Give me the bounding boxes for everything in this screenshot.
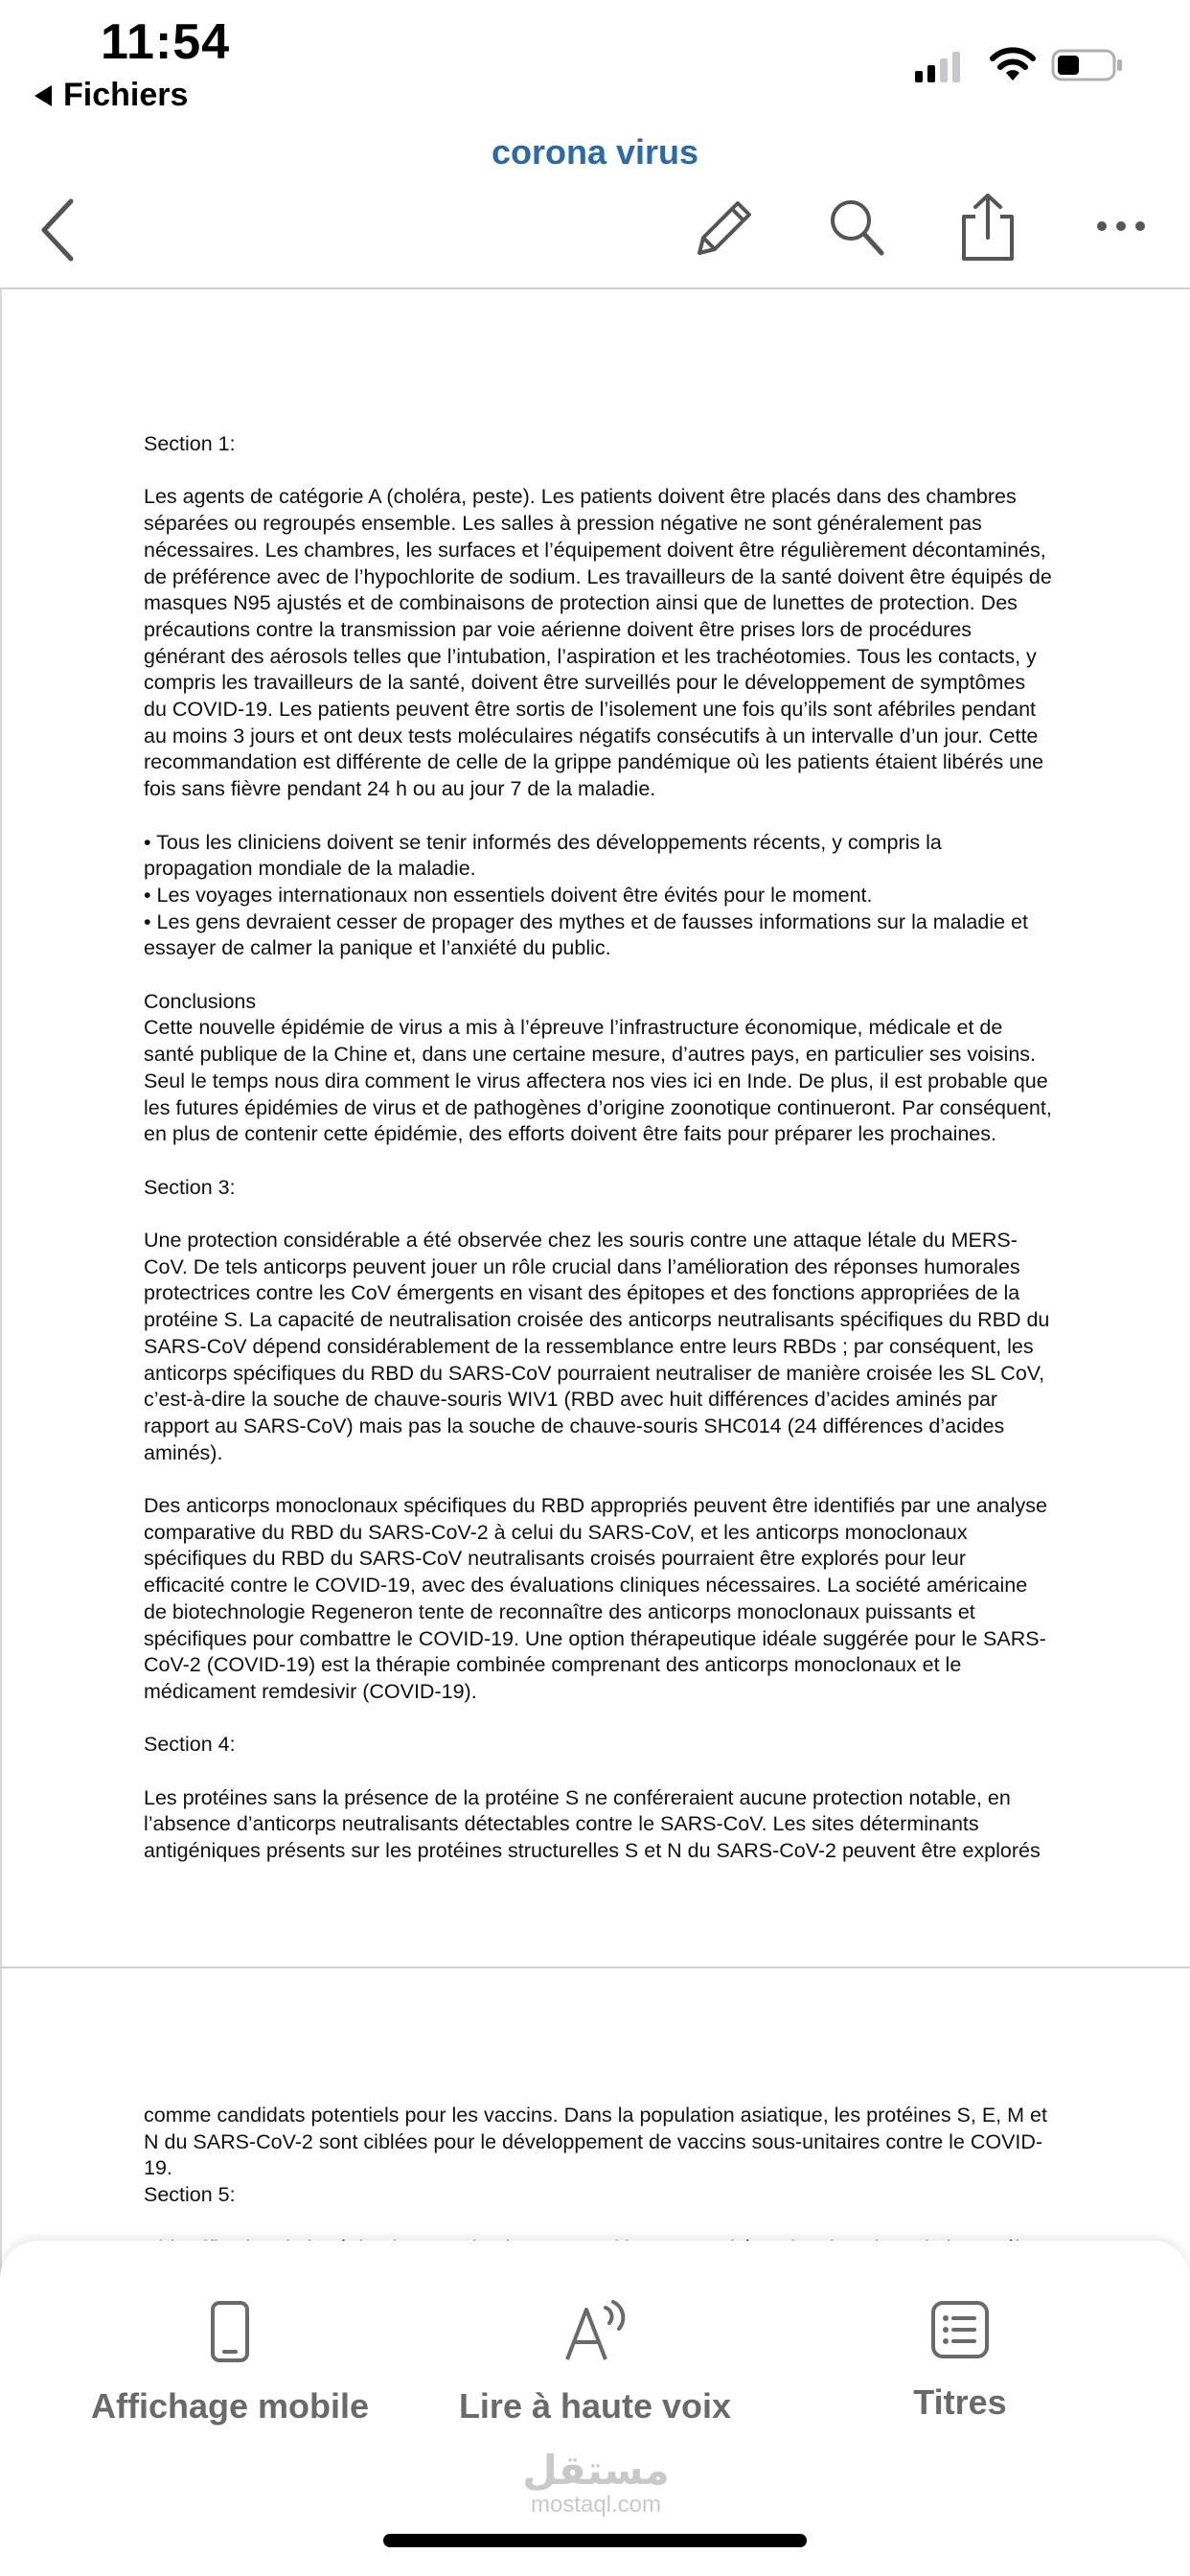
mobile-view-button[interactable] xyxy=(86,2300,374,2427)
read-aloud-icon xyxy=(561,2300,629,2363)
cellular-signal-icon xyxy=(915,50,960,82)
watermark xyxy=(500,2450,692,2518)
page-1-text xyxy=(144,431,1052,1865)
back-app-label: Fichiers xyxy=(63,77,189,113)
headings-label: Titres xyxy=(913,2382,1007,2422)
paragraph: Les protéines sans la présence de la protéine S ne conféreraient aucune protection notable, en l’absence d’anticorps neutralisants détectables contre le SARS-CoV. Les sites déterminants antigéniques présents sur les protéines structurelles S et N du SARS-CoV-2 peuvent être explorés xyxy=(144,1785,1041,1863)
bottom-sheet xyxy=(0,2241,1190,2576)
bullet-list: • Tous les cliniciens doivent se tenir informés des développements récents, y compris la propagation mondiale de la maladie. • Les voyages internationaux non essentiels doivent être évités pour le moment. • Les gens devraient cesser de propager des mythes et de fausses informations sur la maladie et essayer de calmer la panique et l’anxiété du public. xyxy=(144,830,1028,960)
search-icon[interactable] xyxy=(826,196,887,261)
read-aloud-label: Lire à haute voix xyxy=(458,2386,732,2426)
document-page-1 xyxy=(0,289,1190,1966)
watermark-latin: mostaql.com xyxy=(530,2492,662,2518)
wifi-icon xyxy=(987,42,1039,84)
mobile-view-label: Affichage mobile xyxy=(90,2386,370,2426)
status-bar xyxy=(0,0,1190,125)
home-indicator[interactable] xyxy=(383,2534,807,2547)
more-icon[interactable] xyxy=(1094,217,1148,236)
status-time: 11:54 xyxy=(101,14,231,70)
share-icon[interactable] xyxy=(956,192,1019,264)
back-triangle-icon xyxy=(34,85,52,106)
paragraph: Les agents de catégorie A (choléra, peste). Les patients doivent être placés dans des chambres séparées ou regroupés ensemble. Les salles à pression négative ne sont généralement pas nécessaires. Les chambres, les surfaces et l’équipement doivent être régulièrement décontaminés, de préférence avec de l’hypochlorite de sodium. Les travailleurs de la santé doivent être équipés de masques N95 ajustés et de combinaisons de protection ainsi que de lunettes de protection. Des précautions contre la transmission par voie aérienne doivent être prises lors de procédures générant des aérosols telles que l’intubation, l’aspiration et les trachéotomies. Tous les contacts, y compris les travailleurs de la santé, doivent être surveillés pour le développement de symptômes du COVID-19. Les patients peuvent être sortis de l’isolement une fois qu’ils sont afébriles pendant au moins 3 jours et ont deux tests moléculaires négatifs consécutifs à un intervalle d’un jour. Cette recommandation est différente de celle de la grippe pandémique où les patients étaient libérés une fois sans fièvre pendant 24 h ou au jour 7 de la maladie. xyxy=(144,485,1052,801)
headings-list-icon xyxy=(930,2300,990,2359)
battery-icon xyxy=(1051,48,1124,82)
section-heading: Section 4: xyxy=(144,1733,236,1757)
section-heading: Section 3: xyxy=(144,1175,236,1199)
paragraph: comme candidats potentiels pour les vaccins. Dans la population asiatique, les protéines S, E, M et N du SARS-CoV-2 sont ciblées pour le développement de vaccins sous-unitaires contre le COVID-19. Section 5: xyxy=(144,2104,1047,2207)
paragraph-conclusions: Conclusions Cette nouvelle épidémie de virus a mis à l’épreuve l’infrastructure économique, médicale et de santé publique de la Chine et, dans une certaine mesure, d’autres pays, en particulier ses voisins. Seul le temps nous dira comment le virus affectera nos vies ici en Inde. De plus, il est probable que les futures épidémies de virus et de pathogènes d’origine zoonotique continueront. Par conséquent, en plus de contenir cette épidémie, des efforts doivent être faits pour préparer les prochaines. xyxy=(144,989,1052,1146)
back-chevron-icon[interactable] xyxy=(36,196,79,264)
paragraph: Une protection considérable a été observée chez les souris contre une attaque létale du MERS-CoV. De tels anticorps peuvent jouer un rôle crucial dans l’amélioration des réponses humorales protectrices contre les CoV émergents en visant des épitopes et des fonctions appropriées de la protéine S. La capacité de neutralisation croisée des anticorps neutralisants spécifiques du RBD du SARS-CoV dépend considérablement de la ressemblance entre leurs RBDs ; par conséquent, les anticorps spécifiques du RBD du SARS-CoV pourraient neutraliser de manière croisée les SL CoV, c’est-à-dire la souche de chauve-souris WIV1 (RBD avec huit différences d’acides aminés par rapport au SARS-CoV) mais pas la souche de chauve-souris SHC014 (24 différences d’acides aminés). xyxy=(144,1229,1050,1464)
pencil-icon[interactable] xyxy=(692,196,757,261)
back-to-files-link[interactable] xyxy=(34,77,188,114)
read-aloud-button[interactable] xyxy=(451,2300,739,2427)
section-heading: Section 1: xyxy=(144,432,236,455)
headings-button[interactable] xyxy=(816,2300,1104,2424)
toolbar xyxy=(0,182,1190,288)
paragraph: Des anticorps monoclonaux spécifiques du RBD appropriés peuvent être identifiés par une analyse comparative du RBD du SARS-CoV-2 à celui du SARS-CoV, et les anticorps monoclonaux spécifiques du RBD du SARS-CoV neutralisants croisés pourraient être explorés pour leur efficacité contre le COVID-19, avec des évaluations cliniques nécessaires. La société américaine de biotechnologie Regeneron tente de reconnaître des anticorps monoclonaux puissants et spécifiques pour combattre le COVID-19. Une option thérapeutique idéale suggérée pour le SARS-CoV-2 (COVID-19) est la thérapie combinée comprenant des anticorps monoclonaux et le médicament remdesivir (COVID-19). xyxy=(144,1494,1047,1703)
phone-icon xyxy=(209,2300,251,2363)
watermark-arabic: مستقل xyxy=(522,2448,670,2493)
document-title: corona virus xyxy=(491,132,699,172)
